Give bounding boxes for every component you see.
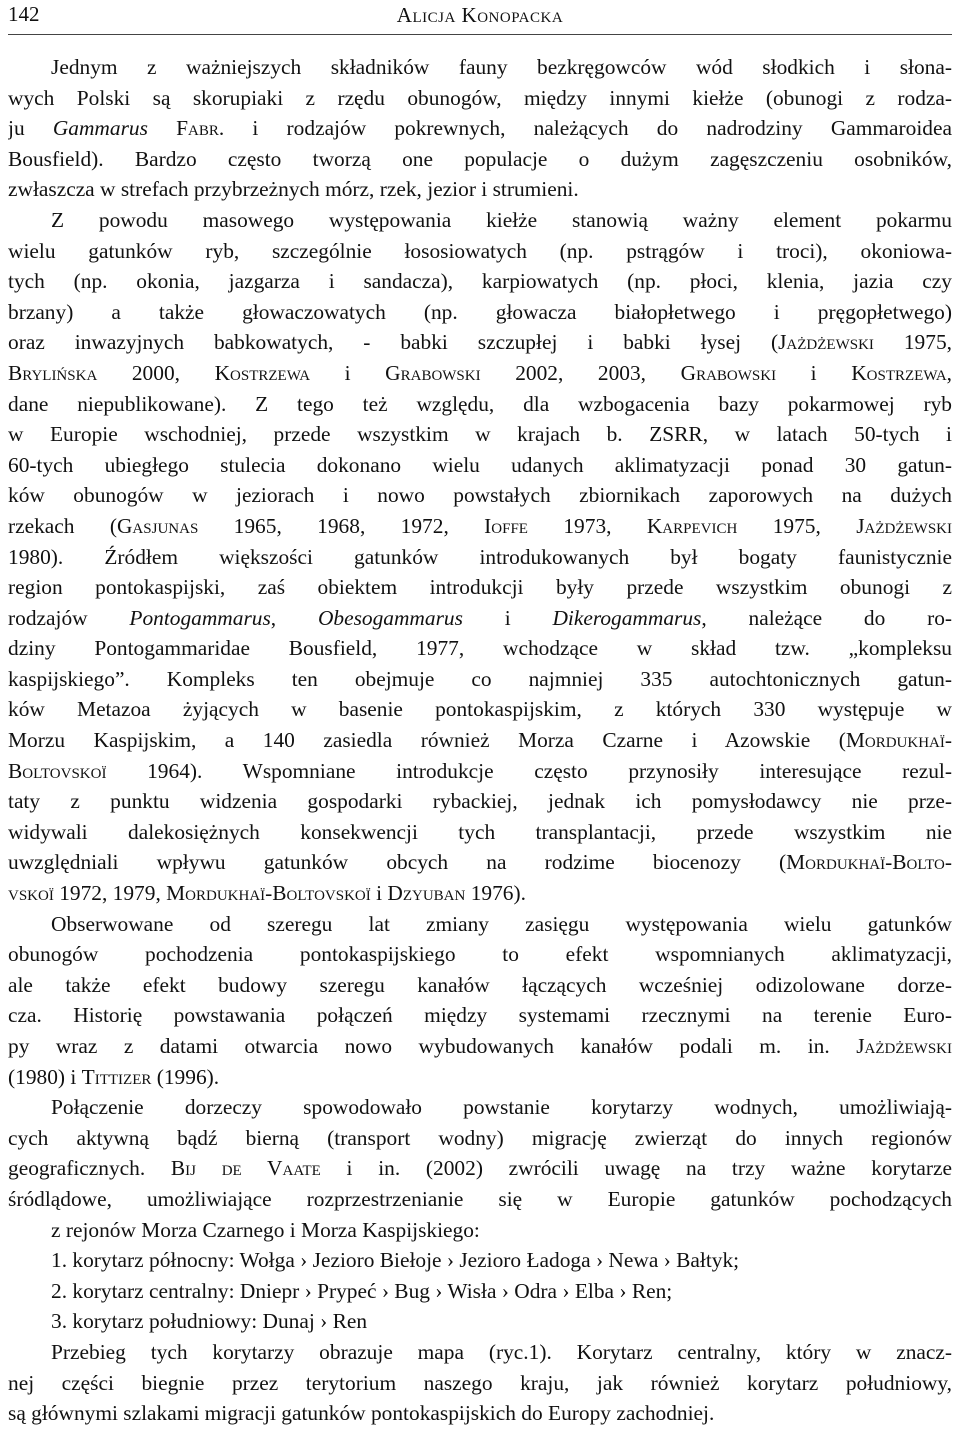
text-span: 60-tych ubiegłego stulecia dokonano wielu udanych aklimatyzacji ponad 30 gatun- [8,452,952,477]
text-span: ków Metazoa żyjących w basenie pontokaspijskim, z których 330 występuje w [8,697,952,722]
text-line [8,144,952,175]
author-name: vskoï [8,881,54,906]
page-header [8,0,952,35]
text-span: i [310,360,386,385]
text-span: wych Polski są skorupiaki z rzędu obunogów, między innymi kiełże (obunogi z rodza- [8,85,952,110]
text-span: , [270,605,318,630]
text-span: nej części biegnie przez terytorium naszego kraju, jak również korytarz południowy, [8,1370,952,1395]
text-line [8,358,952,389]
text-span: 1976). [465,881,526,906]
text-line [8,1123,952,1154]
text-span: z rejonów Morza Czarnego i Morza Kaspijskiego: [51,1217,480,1242]
text-line [8,1398,952,1429]
running-head: Alicja Konopacka [396,3,564,27]
author-name: Brylińska [8,360,98,385]
text-line [8,174,952,205]
text-span: 1972, 1979, [53,881,167,906]
text-line [8,817,952,848]
text-span: taty z punktu widzenia gospodarki rybackiej, jednak ich pomysłodawcy nie prze- [8,789,952,814]
taxon-name: Dikerogammarus [552,605,702,630]
text-span: wielu gatunków ryb, szczególnie łososiowatych (np. pstrągów i troci), okoniowa- [8,238,952,263]
text-span: rzekach ( [8,513,117,538]
text-line [8,603,952,634]
text-line [8,1153,952,1184]
author-name: Mordukhaï-Boltovskoï [166,881,371,906]
text-span: ju [8,116,53,141]
text-line [8,1031,952,1062]
author-name: Mordukhaï- [845,728,952,753]
text-span: oraz inwazyjnych babkowatych, - babki szczupłej i babki łysej ( [8,330,779,355]
text-span: Obserwowane od szeregu lat zmiany zasięgu występowania wielu gatunków [51,911,952,936]
text-span: w Europie wschodniej, przede wszystkim w krajach b. ZSRR, w latach 50-tych i [8,422,952,447]
text-span: 1965, 1968, 1972, [198,513,485,538]
text-line [8,878,952,909]
text-span: 1975, [873,330,952,355]
author-name: Karpevich [646,513,738,538]
text-span: geograficznych. [8,1156,171,1181]
author-name: Dzyuban [387,881,466,906]
text-span [148,116,176,140]
text-span: cych aktywną bądź bierną (transport wodny) migrację zwierząt do innych regionów [8,1125,952,1150]
text-span: śródlądowe, umożliwiające rozprzestrzenianie się w Europie gatunków pochodzących [8,1186,952,1211]
text-line [8,1092,952,1123]
text-span: cza. Historię powstawania połączeń między systemami rzecznymi na terenie Euro- [8,1003,952,1028]
author-name: Jażdżewski [856,513,952,538]
text-span: widywali dalekosiężnych konsekwencji tych transplantacji, przede wszystkim nie [8,819,952,844]
text-span: Bousfield). Bardzo często tworzą one populacje o dużym zagęszczeniu osobników, [8,146,952,171]
text-line [8,725,952,756]
text-line [8,83,952,114]
article-text [8,52,952,1429]
author-name: Kostrzewa [214,360,311,385]
text-span: . i rodzajów pokrewnych, należących do nadrodziny Gammaroidea [218,116,952,141]
text-line [8,1184,952,1215]
text-span: Połączenie dorzeczy spowodowało powstanie korytarzy wodnych, umożliwiają- [51,1095,952,1120]
text-span: 2000, [97,360,215,385]
text-span: 1. korytarz północny: Wołga › Jezioro Biełoje › Jezioro Ładoga › Newa › Bałtyk; [51,1248,740,1273]
text-span: 1980). Źródłem większości gatunków introdukowanych był bogaty faunistycznie [8,544,952,569]
text-line [8,450,952,481]
text-line [8,327,952,358]
text-line [8,236,952,267]
text-span: i [370,881,388,906]
author-name: Ioffe [484,513,528,538]
text-line [8,1062,952,1093]
text-line [8,847,952,878]
text-line [8,419,952,450]
text-span: , należące do ro- [701,605,952,630]
text-line [8,970,952,1001]
text-span: 3. korytarz południowy: Dunaj › Ren [51,1309,368,1334]
text-line [8,1306,952,1337]
text-span: Jednym z ważniejszych składników fauny bezkręgowców wód słodkich i słona- [51,55,952,79]
text-span: Przebieg tych korytarzy obrazuje mapa (ryc.1). Korytarz centralny, który w znacz- [51,1339,952,1364]
text-span: dziny Pontogammaridae Bousfield, 1977, wchodzące w skład tzw. „kompleksu [8,636,952,661]
text-line [8,266,952,297]
text-line [8,694,952,725]
taxon-name: Obesogammarus [317,605,463,630]
author-name: Grabowski [385,360,481,385]
text-span: 2. korytarz centralny: Dniepr › Prypeć › Bug › Wisła › Odra › Elba › Ren; [51,1278,673,1303]
text-span: Z powodu masowego występowania kiełże stanowią ważny element pokarmu [51,207,952,232]
author-name: Bij de Vaate [170,1156,321,1181]
text-span: 1973, [527,513,647,538]
text-line [8,664,952,695]
text-span: i [776,360,852,385]
author-name: Jażdżewski [778,330,874,355]
text-span: są głównymi szlakami migracji gatunków pontokaspijskich do Europy zachodniej. [8,1401,715,1426]
taxon-name: Pontogammarus [129,605,271,630]
text-line [8,1368,952,1399]
text-line [8,297,952,328]
author-name: Fabr [176,116,219,141]
text-line [8,1276,952,1307]
text-span: py wraz z datami otwarcia nowo wybudowanych kanałów podali m. in. [8,1034,857,1058]
text-line [8,1337,952,1368]
text-line [8,542,952,573]
text-span: kaspijskiego”. Kompleks ten obejmuje co najmniej 335 autochtonicznych gatun- [8,666,952,691]
text-line [8,786,952,817]
author-name: Jażdżewski [856,1034,952,1058]
text-line [8,633,952,664]
text-span: uwzględniali wpływu gatunków obcych na rodzime biocenozy ( [8,850,787,875]
text-line [8,939,952,970]
author-name: Grabowski [680,360,777,385]
taxon-name: Gammarus [52,116,148,141]
text-span: i [462,605,553,630]
text-span: region pontokaspijski, zaś obiektem introdukcji były przede wszystkim obunogi z [8,575,952,600]
author-name: Kostrzewa [851,360,947,385]
text-line [8,511,952,542]
text-span: ale także efekt budowy szeregu kanałów łączących wcześniej odizolowane dorze- [8,972,952,997]
text-span: rodzajów [8,605,130,630]
text-span: Morzu Kaspijskim, a 140 zasiedla również Morza Czarne i Azowskie ( [8,728,846,753]
text-span: i in. (2002) zwrócili uwagę na trzy ważne korytarze [320,1156,952,1181]
text-line [8,572,952,603]
text-line [8,1245,952,1276]
text-line [8,909,952,940]
author-name: Mordukhaï-Bolto- [786,850,952,875]
author-name: Gasjunas [116,513,199,538]
text-span: 1975, [737,513,857,538]
text-line [8,389,952,420]
text-span: , [946,360,952,385]
text-span: tych (np. okonia, jazgarza i sandacza), karpiowatych (np. płoci, klenia, jazia czy [8,269,952,294]
text-line [8,113,952,144]
text-span: dane niepublikowane). Z tego też względu, dla wzbogacenia bazy pokarmowej ryb [8,391,952,416]
text-line [8,52,952,83]
text-line [8,756,952,787]
text-span: ków obunogów w jeziorach i nowo powstałych zbiornikach zaporowych na dużych [8,483,952,508]
text-span: zwłaszcza w strefach przybrzeżnych mórz, rzek, jezior i strumieni. [8,177,579,202]
text-span: 2002, 2003, [480,360,681,385]
page-number: 142 [8,2,40,26]
text-span: (1980) i [8,1064,82,1089]
text-line [8,1000,952,1031]
text-line [8,480,952,511]
author-name: Boltovskoï [8,758,107,783]
author-name: Tittizer [81,1064,152,1089]
text-span: 1964). Wspomniane introdukcje często przynosiły interesujące rezul- [106,758,952,783]
text-span: brzany) a także głowaczowatych (np. głowacza białopłetwego i pręgopłetwego) [8,299,952,324]
text-line [8,205,952,236]
text-span: (1996). [151,1064,220,1089]
text-line [8,1215,952,1246]
text-span: obunogów pochodzenia pontokaspijskiego to efekt wspomnianych aklimatyzacji, [8,942,952,967]
